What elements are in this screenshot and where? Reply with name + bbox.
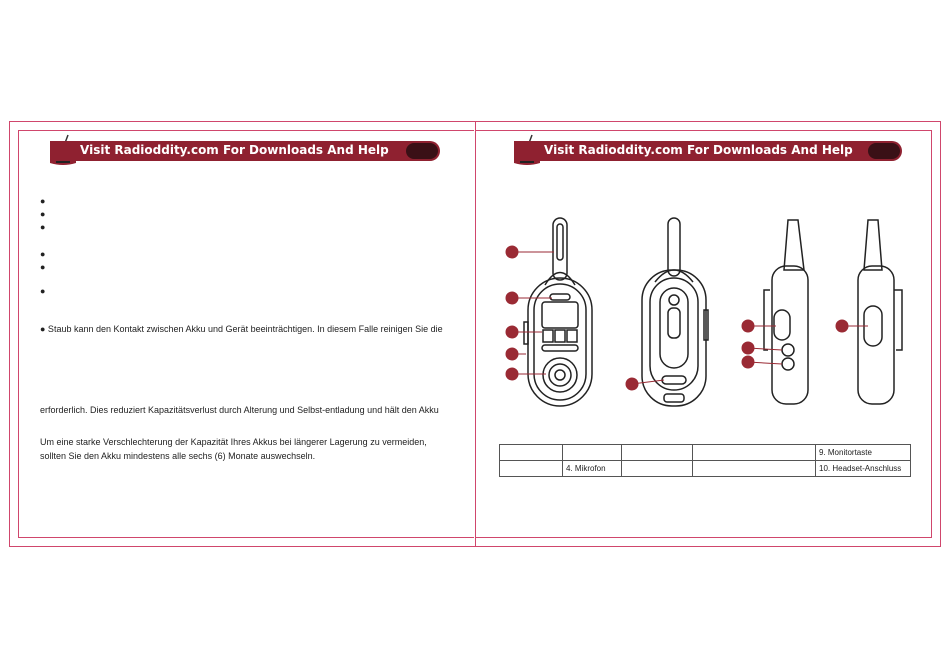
storage-text-line2: sollten Sie den Akku mindestens alle sechs (6) Monate auswechseln. bbox=[40, 451, 316, 461]
left-inner-bottom-rule bbox=[18, 537, 474, 538]
bullet-point: ● bbox=[40, 222, 46, 232]
table-cell bbox=[693, 445, 816, 461]
radio-diagram bbox=[500, 210, 920, 410]
bullet-point: ● bbox=[40, 286, 46, 296]
callout-markers bbox=[506, 246, 868, 390]
header-banner-left bbox=[50, 141, 440, 161]
bullet-point: ● bbox=[40, 209, 46, 219]
radio-back-view bbox=[642, 218, 708, 406]
bullet-point: ● bbox=[40, 249, 46, 259]
radio-front-view bbox=[524, 218, 592, 406]
table-cell bbox=[563, 445, 622, 461]
right-inner-bottom-rule bbox=[476, 537, 932, 538]
battery-tip-text: ● Staub kann den Kontakt zwischen Akku und Gerät beeinträchtigen. In diesem Falle reinigen Sie die bbox=[40, 324, 443, 334]
storage-text-line1: Um eine starke Verschlechterung der Kapazität Ihres Akkus bei längerer Lagerung zu vermeiden, bbox=[40, 437, 427, 447]
header-banner-text: Visit Radioddity.com For Downloads And Help bbox=[544, 143, 853, 157]
radio-side-view-right bbox=[858, 220, 902, 404]
bullet-point: ● bbox=[40, 196, 46, 206]
parts-table bbox=[499, 444, 911, 477]
table-cell bbox=[500, 445, 563, 461]
header-page-number-pill bbox=[406, 143, 438, 159]
table-cell: 10. Headset-Anschluss bbox=[816, 461, 911, 477]
header-banner-right bbox=[514, 141, 902, 161]
table-cell bbox=[622, 461, 693, 477]
table-row bbox=[500, 445, 911, 461]
capacity-text: erforderlich. Dies reduziert Kapazitätsverlust durch Alterung und Selbst-entladung und hält den Akku bbox=[40, 405, 439, 415]
page-fold-divider bbox=[475, 121, 476, 547]
radio-side-view-left bbox=[764, 220, 808, 404]
bullet-point: ● bbox=[40, 262, 46, 272]
right-inner-top-rule bbox=[476, 130, 932, 131]
header-page-number-pill bbox=[868, 143, 900, 159]
table-cell bbox=[693, 461, 816, 477]
table-cell bbox=[622, 445, 693, 461]
left-inner-side-rule bbox=[18, 130, 19, 538]
table-cell: 4. Mikrofon bbox=[563, 461, 622, 477]
header-banner-text: Visit Radioddity.com For Downloads And Help bbox=[80, 143, 389, 157]
table-cell bbox=[500, 461, 563, 477]
right-inner-side-rule bbox=[931, 130, 932, 538]
left-inner-top-rule bbox=[18, 130, 474, 131]
table-cell: 9. Monitortaste bbox=[816, 445, 911, 461]
table-row bbox=[500, 461, 911, 477]
